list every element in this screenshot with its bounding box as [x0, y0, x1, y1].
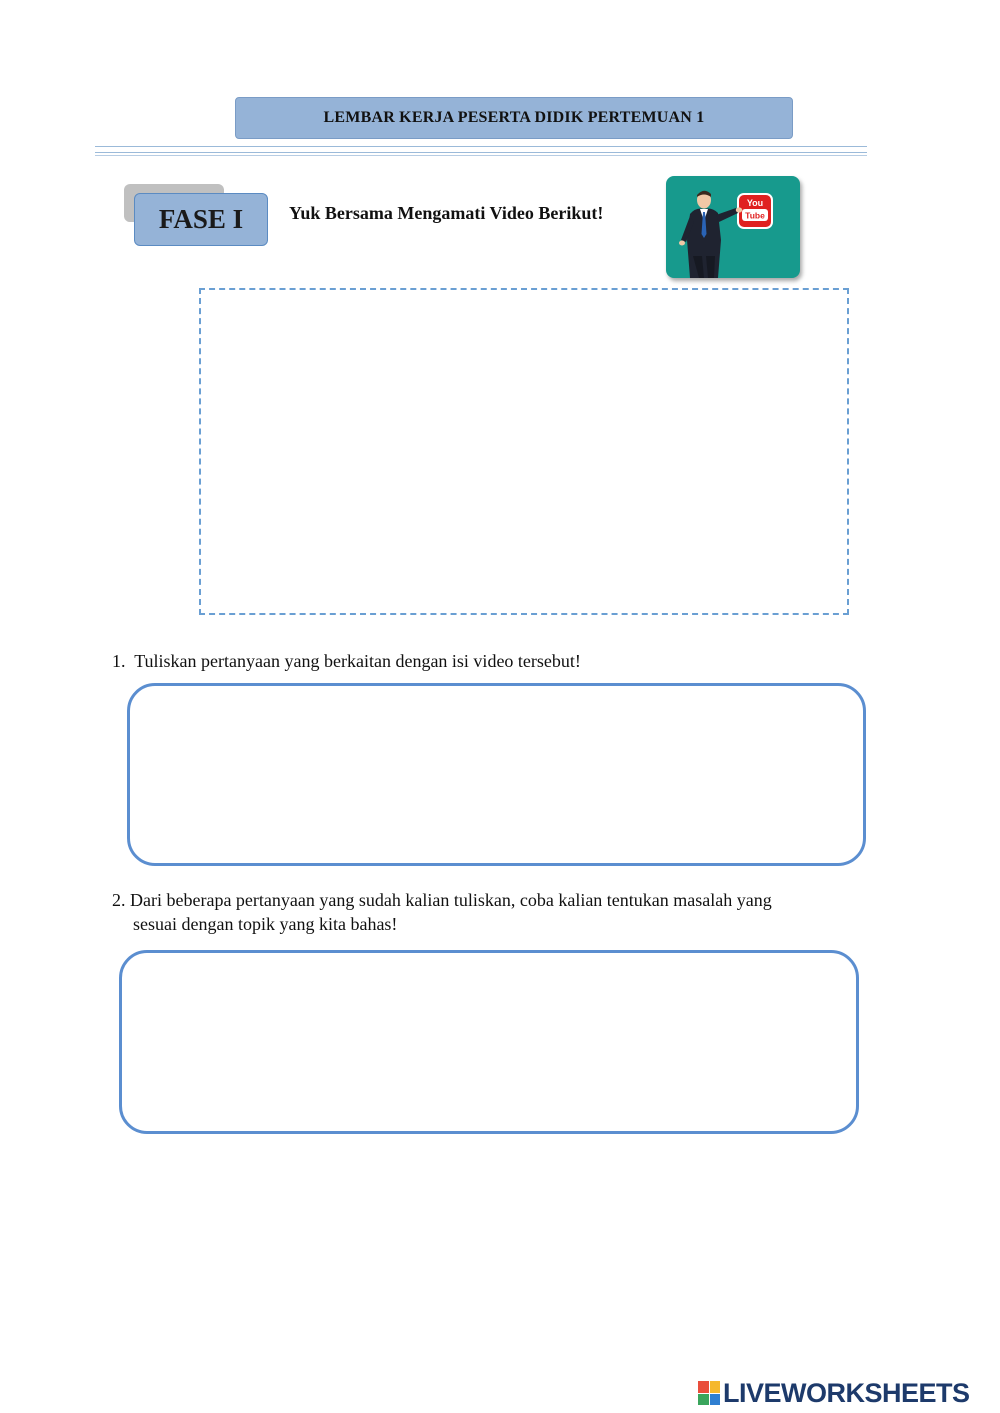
liveworksheets-mark-icon [698, 1381, 720, 1405]
youtube-bottom-text: Tube [745, 210, 765, 221]
phase-instruction: Yuk Bersama Mengamati Video Berikut! [289, 203, 604, 223]
video-embed-area[interactable] [199, 288, 849, 615]
question-2-text-line1: Dari beberapa pertanyaan yang sudah kalian tuliskan, coba kalian tentukan masalah yang [130, 890, 772, 910]
question-2 [112, 888, 872, 936]
header-divider [95, 152, 867, 153]
youtube-top-text: You [746, 198, 764, 208]
phase-label [134, 193, 268, 246]
presenter-youtube-icon [666, 176, 800, 278]
question-2-number: 2. [112, 890, 126, 910]
question-1-text: Tuliskan pertanyaan yang berkaitan dengan isi video tersebut! [134, 651, 581, 671]
presenter-illustration [666, 176, 800, 278]
question-1 [112, 651, 581, 672]
header-divider [95, 155, 867, 156]
header-divider [95, 146, 867, 147]
liveworksheets-logo[interactable] [698, 1378, 970, 1408]
answer-2-field[interactable] [119, 950, 859, 1134]
worksheet-title [235, 97, 793, 139]
worksheet-title-text: LEMBAR KERJA PESERTA DIDIK PERTEMUAN 1 [323, 109, 705, 126]
phase-label-text: FASE I [158, 204, 244, 234]
question-1-number: 1. [112, 651, 126, 671]
answer-1-field[interactable] [127, 683, 866, 866]
question-2-text-line2: sesuai dengan topik yang kita bahas! [133, 914, 398, 934]
liveworksheets-logo-text: LIVEWORKSHEETS [723, 1377, 970, 1408]
